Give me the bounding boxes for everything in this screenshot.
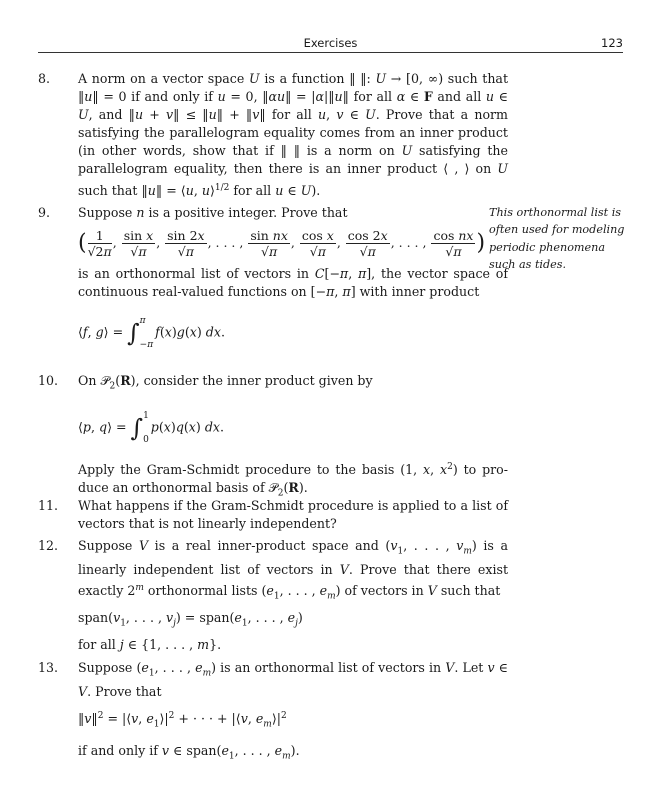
header-title: Exercises — [303, 36, 358, 50]
exercise-body: On 𝒫$_2$(R), consider the inner product given by ⟨p, q⟩ = ∫1 0p(x)q(x) dx. Apply the Gram-Schmidt procedure to the basis (1, x, $x^2$) to pro- duce an orthonormal basis of 𝒫$_2$(R). — [78, 373, 509, 499]
exercise-11-text: What happens if the Gram-Schmidt procedure is applied to a list of vectors that is not linearly independent? — [78, 498, 508, 532]
exercise-number: 9. — [38, 205, 51, 220]
exercise-body: A norm on a vector space U is a function ‖ ‖: U → [0, ∞) such that ‖u‖ = 0 if and only if u = 0, ‖αu‖ = |α|‖u‖ for all α ∈ F and all u ∈ U, and ‖u + v‖ ≤ ‖u‖ + ‖v‖ for all u, v ∈ U. Prove that a norm satisfying the parallelogram equality comes from an inner product (in other words, show that if ‖ ‖ is a norm on U satisfying the parallelogram equality, then there is an inner product ⟨ , ⟩ on U such that ‖u‖ = ⟨u, u⟩$^{1/2}$ for all u ∈ U). — [78, 71, 508, 198]
margin-note: This orthonormal list is often used for modeling periodic phenomena such as tides. — [489, 206, 625, 272]
exercise-number: 8. — [38, 71, 51, 86]
exercise-body — [78, 497, 508, 533]
exercise-number: 11. — [38, 498, 59, 513]
exercise-number: 12. — [38, 538, 59, 553]
exercise-number: 10. — [38, 373, 59, 388]
exercise-body: Suppose n is a positive integer. Prove that ( $\frac{1}{√2\pi}$ , $\frac{\text{sin x}}{√\pi}$ , $\frac{\sin 2x}{√\pi}$ , . . . , $\frac{\text{sin nx}}{√\pi}$ , $\frac{\text{cos x}}{√\pi}$ , $\frac{\cos 2x}{√\pi}$ , . . . , $\frac{\text{cos nx}}{√\pi}$ ) is an orthonormal list of vectors in C[−π, π], the vector space of continuous real-valued functions on [−π, π] with inner product ⟨f, g⟩ = ∫π −πf(x)g(x) dx. — [78, 205, 508, 351]
exercise-body: Suppose V is a real inner-product space and ($v_1$, . . . , $v_m$) is a linearly independent list of vectors in V. Prove that there exist exactly 2$^m$ orthonormal lists ($e_1$, . . . , $e_m$) of vectors in V such that $span(v_1$, . . . , $v_j$) = $span(e_1$, . . . , $e_j$) for all j ∈ {1, . . . , m}. — [78, 538, 508, 653]
exercise-body: Suppose ($e_1$, . . . , $e_m$) is an orthonormal list of vectors in V. Let v ∈ V. Prove that ‖v‖$^2$ = |⟨v, $e_1⟩|^2$ + · · · + |⟨v, $e_m⟩|^2$ if and only if v ∈ $span(e_1$, . . . , $e_m$). — [78, 660, 509, 762]
running-header — [38, 36, 623, 53]
page-number: 123 — [601, 36, 623, 50]
exercise-number: 13. — [38, 660, 59, 675]
